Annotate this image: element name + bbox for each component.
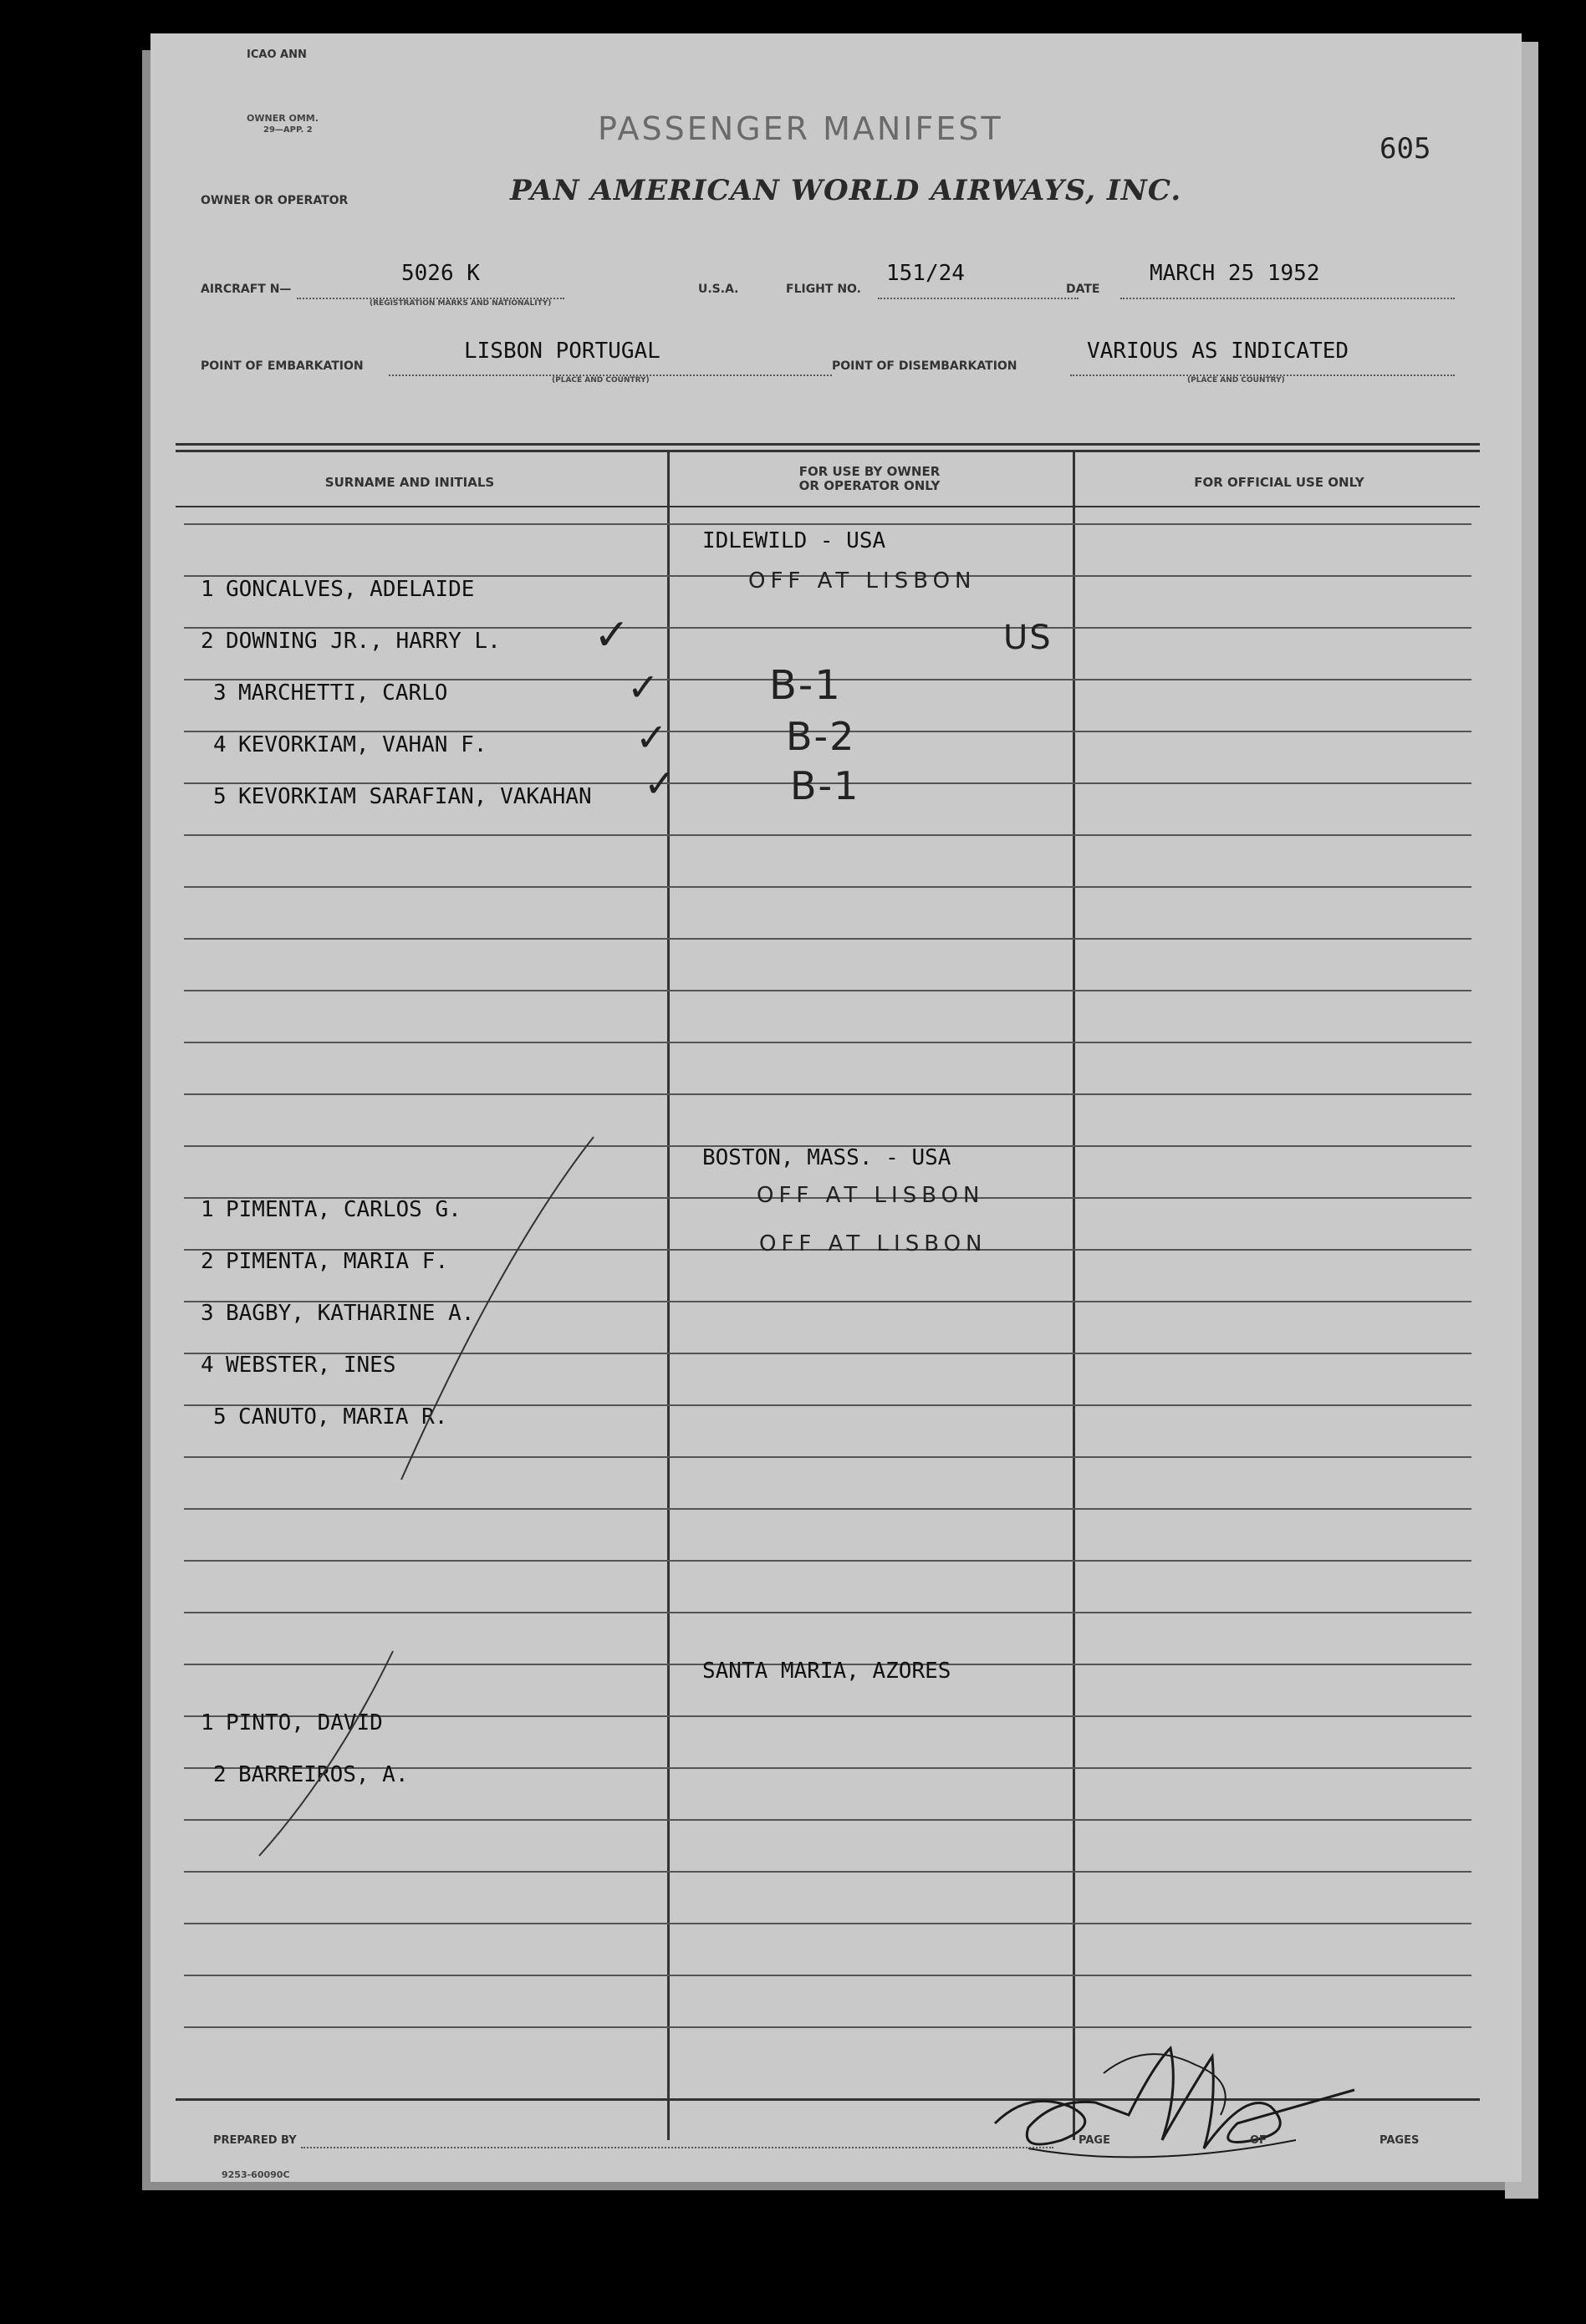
col-official-header: FOR OFFICIAL USE ONLY xyxy=(1194,475,1364,490)
group-1-destination: IDLEWILD - USA xyxy=(702,528,886,553)
passenger-name: PIMENTA, MARIA F. xyxy=(226,1249,449,1274)
passenger-number: 1 xyxy=(201,1710,214,1735)
passenger-name: PIMENTA, CARLOS G. xyxy=(226,1197,462,1222)
usa-label: U.S.A. xyxy=(698,283,739,296)
owner-label: OWNER OR OPERATOR xyxy=(201,194,349,207)
aircraft-value: 5026 K xyxy=(401,261,480,286)
col-surname-header: SURNAME AND INITIALS xyxy=(324,475,495,490)
embark-label: POINT OF EMBARKATION xyxy=(201,359,364,373)
registration-note: (REGISTRATION MARKS AND NATIONALITY) xyxy=(370,299,552,308)
page-number: 605 xyxy=(1379,132,1431,166)
passenger-note: OFF AT LISBON xyxy=(759,1231,987,1256)
date-value: MARCH 25 1952 xyxy=(1150,261,1320,286)
form-number: 9253-60090C xyxy=(222,2169,290,2180)
disembark-value: VARIOUS AS INDICATED xyxy=(1087,339,1349,364)
passenger-number: 2 xyxy=(201,629,214,654)
group-3-destination: SANTA MARIA, AZORES xyxy=(702,1659,951,1684)
passenger-name: MARCHETTI, CARLO xyxy=(238,680,448,706)
group-2-destination: BOSTON, MASS. - USA xyxy=(702,1145,951,1170)
col-owner-header-1: FOR USE BY OWNER xyxy=(798,464,941,479)
check-mark: ✓ xyxy=(594,610,630,660)
of-label: OF xyxy=(1250,2134,1267,2147)
passenger-number: 1 xyxy=(201,1197,214,1222)
passenger-note: OFF AT LISBON xyxy=(748,568,977,594)
top-label: ICAO ANN xyxy=(247,48,307,61)
check-mark: ✓ xyxy=(644,761,676,806)
pen-strokes xyxy=(150,33,1522,2182)
flight-label: FLIGHT NO. xyxy=(786,283,861,296)
place-note-2: (PLACE AND COUNTRY) xyxy=(1187,376,1285,385)
passenger-name: BAGBY, KATHARINE A. xyxy=(226,1301,475,1326)
passenger-number: 5 xyxy=(213,784,227,809)
check-mark: ✓ xyxy=(635,715,668,760)
passenger-number: 5 xyxy=(213,1404,227,1430)
passenger-name: CANUTO, MARIA R. xyxy=(238,1404,448,1430)
passenger-number: 3 xyxy=(213,680,227,706)
owner-omm-label: OWNER OMM. xyxy=(247,113,319,124)
passenger-number: 3 xyxy=(201,1301,214,1326)
manifest-page xyxy=(150,33,1522,2182)
passenger-name: KEVORKIAM SARAFIAN, VAKAHAN xyxy=(238,784,592,809)
aircraft-label: AIRCRAFT N— xyxy=(201,283,292,296)
passenger-number: 2 xyxy=(213,1762,227,1787)
pen-stroke xyxy=(259,1651,393,1856)
passenger-name: KEVORKIAM, VAHAN F. xyxy=(238,732,487,757)
passenger-number: 1 xyxy=(201,577,214,602)
passenger-note: OFF AT LISBON xyxy=(757,1183,985,1208)
passenger-number: 4 xyxy=(213,732,227,757)
pen-stroke xyxy=(401,1137,594,1480)
annex-label: 29—APP. 2 xyxy=(263,125,313,135)
passenger-name: WEBSTER, INES xyxy=(226,1353,396,1378)
embark-value: LISBON PORTUGAL xyxy=(464,339,660,364)
passenger-note: B-1 xyxy=(790,763,860,808)
pages-label: PAGES xyxy=(1379,2134,1420,2147)
signature xyxy=(978,2015,1379,2174)
disembark-label: POINT OF DISEMBARKATION xyxy=(832,359,1017,373)
prepared-by-label: PREPARED BY xyxy=(213,2134,297,2147)
passenger-note: B-2 xyxy=(786,714,856,759)
passenger-note: US xyxy=(1003,619,1053,657)
place-note-1: (PLACE AND COUNTRY) xyxy=(552,376,650,385)
passenger-name: PINTO, DAVID xyxy=(226,1710,383,1735)
col-owner-header-2: OR OPERATOR ONLY xyxy=(798,478,941,493)
page-label: PAGE xyxy=(1079,2134,1110,2147)
flight-value: 151/24 xyxy=(886,261,965,286)
owner-name: PAN AMERICAN WORLD AIRWAYS, INC. xyxy=(510,174,1182,207)
passenger-number: 4 xyxy=(201,1353,214,1378)
passenger-name: BARREIROS, A. xyxy=(238,1762,409,1787)
page-title: PASSENGER MANIFEST xyxy=(598,110,1003,147)
passenger-name: GONCALVES, ADELAIDE xyxy=(226,577,475,602)
check-mark: ✓ xyxy=(627,665,660,710)
passenger-note: B-1 xyxy=(769,662,842,709)
passenger-number: 2 xyxy=(201,1249,214,1274)
date-label: DATE xyxy=(1066,283,1100,296)
passenger-name: DOWNING JR., HARRY L. xyxy=(226,629,501,654)
